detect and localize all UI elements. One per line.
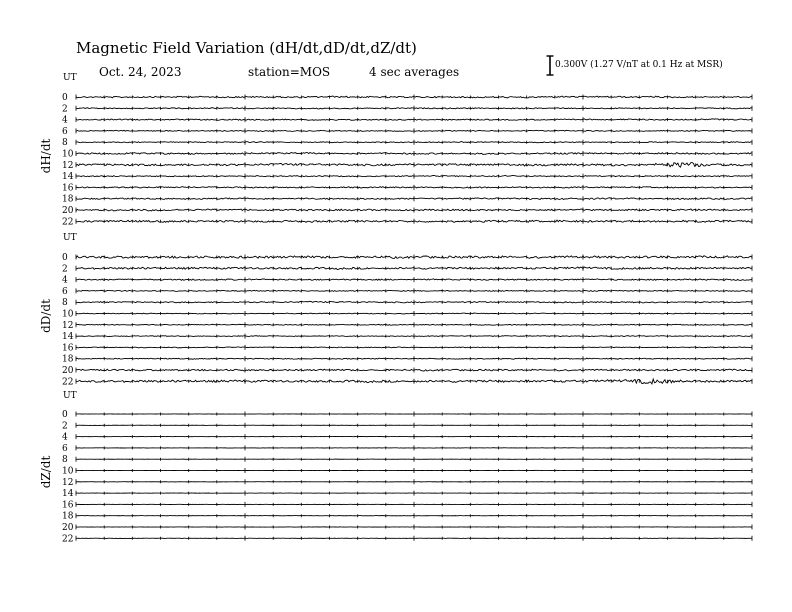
- trace-tick-marks: [76, 208, 752, 213]
- station-label: station=MOS: [248, 65, 331, 79]
- ut-axis-label: UT: [63, 391, 77, 401]
- hour-tick-label: 10: [62, 309, 74, 320]
- hour-tick-label: 14: [62, 489, 74, 500]
- hour-tick-label: 14: [62, 332, 74, 343]
- hour-tick-label: 18: [62, 354, 74, 365]
- hour-tick-label: 2: [62, 421, 68, 432]
- averages-label: 4 sec averages: [369, 65, 460, 79]
- panel-ylabel: dH/dt: [39, 138, 53, 174]
- hour-tick-label: 6: [62, 126, 68, 137]
- hour-tick-label: 12: [62, 320, 74, 331]
- hour-tick-label: 2: [62, 104, 68, 115]
- panel-ylabel: dD/dt: [39, 299, 53, 333]
- hour-tick-label: 4: [62, 275, 68, 286]
- hour-tick-label: 14: [62, 172, 74, 183]
- hour-tick-label: 22: [62, 217, 74, 228]
- hour-tick-label: 8: [62, 455, 68, 466]
- hour-tick-label: 6: [62, 286, 68, 297]
- hour-tick-label: 22: [62, 377, 74, 388]
- hour-tick-label: 16: [62, 343, 74, 354]
- panel-ylabel: dZ/dt: [39, 455, 53, 489]
- hour-tick-label: 20: [62, 366, 74, 376]
- trace-tick-marks: [76, 379, 752, 384]
- hour-tick-label: 12: [62, 477, 74, 488]
- hour-tick-label: 2: [62, 264, 68, 275]
- hour-tick-label: 16: [62, 183, 74, 194]
- hour-tick-label: 10: [62, 149, 74, 160]
- hour-tick-label: 18: [62, 511, 74, 522]
- hour-tick-label: 22: [62, 534, 74, 545]
- hour-tick-label: 0: [62, 93, 68, 103]
- hour-tick-label: 6: [62, 443, 68, 454]
- hour-tick-label: 20: [62, 523, 74, 533]
- hour-tick-label: 8: [62, 138, 68, 149]
- ut-axis-label: UT: [63, 233, 77, 243]
- hour-tick-label: 0: [62, 253, 68, 263]
- chart-title: Magnetic Field Variation (dH/dt,dD/dt,dZ/dt): [76, 39, 417, 57]
- scale-legend: 0.300V (1.27 V/nT at 0.1 Hz at MSR): [555, 60, 723, 70]
- date-label: Oct. 24, 2023: [99, 65, 182, 79]
- hour-tick-label: 16: [62, 500, 74, 511]
- hour-tick-label: 4: [62, 115, 68, 126]
- hour-tick-label: 12: [62, 160, 74, 171]
- hour-tick-label: 10: [62, 466, 74, 477]
- hour-tick-label: 4: [62, 432, 68, 443]
- trace-line-dD-dt-12: [76, 324, 752, 325]
- hour-tick-label: 8: [62, 298, 68, 309]
- hour-tick-label: 0: [62, 410, 68, 420]
- hour-tick-label: 20: [62, 206, 74, 216]
- hour-tick-label: 18: [62, 194, 74, 205]
- ut-axis-label: UT: [63, 73, 77, 83]
